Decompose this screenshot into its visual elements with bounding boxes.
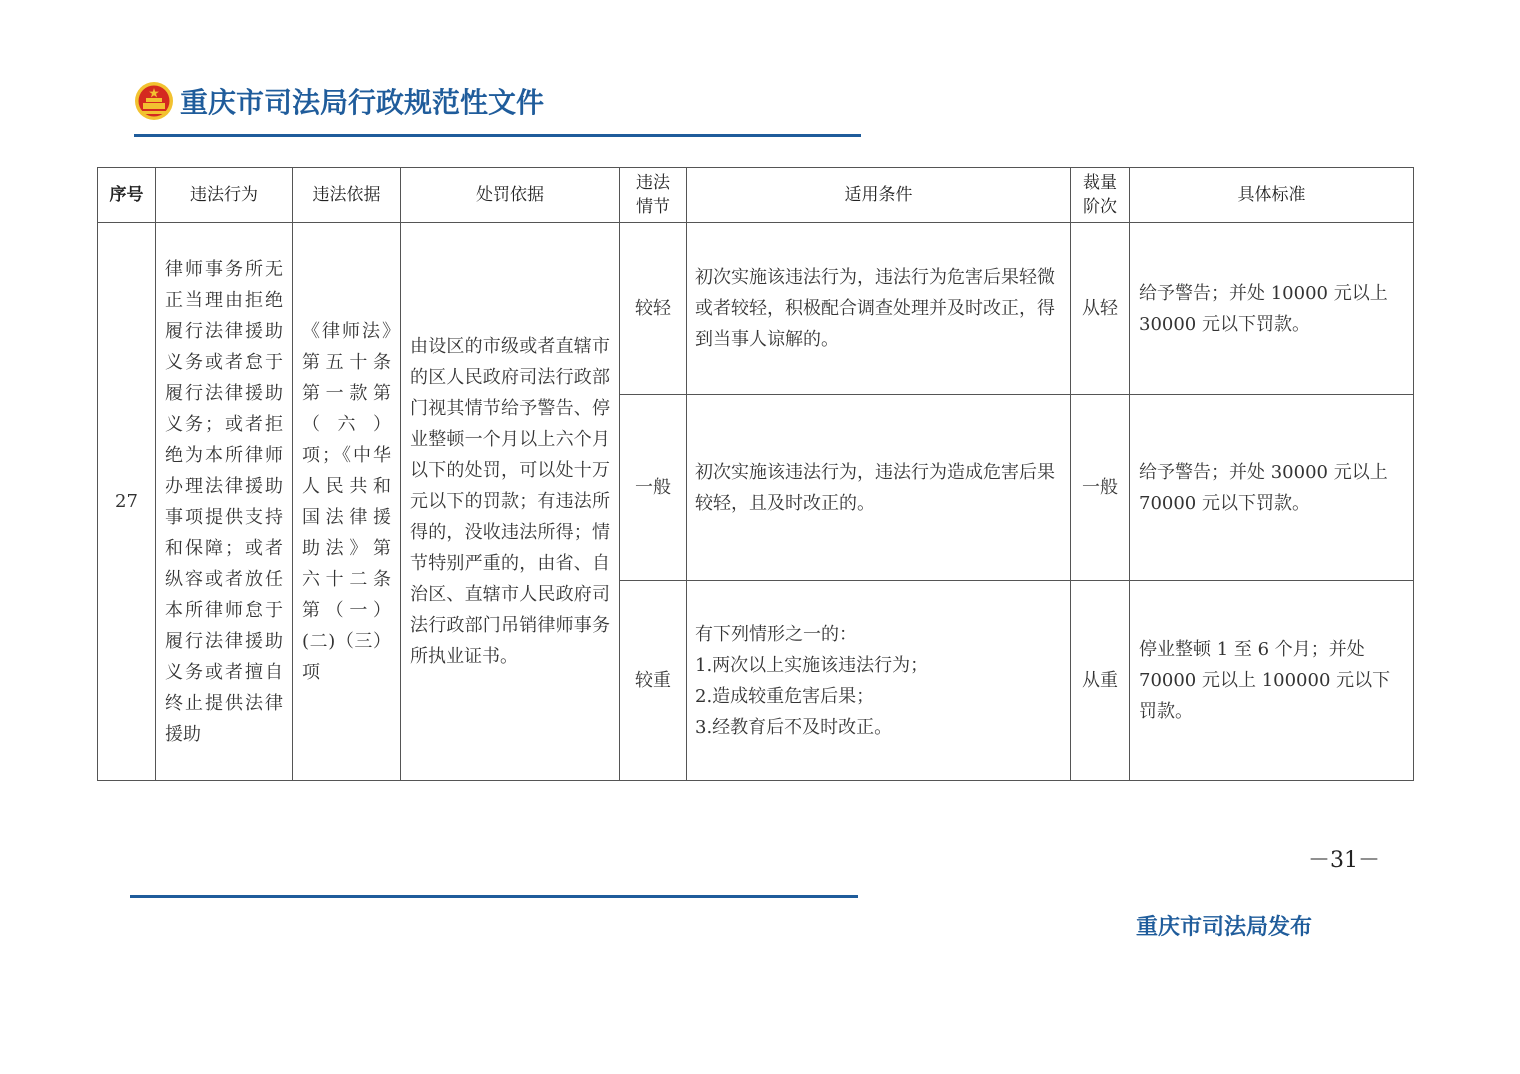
header-divider — [134, 134, 861, 137]
penalty-basis-cell: 由设区的市级或者直辖市的区人民政府司法行政部门视其情节给予警告、停业整顿一个月以上六个月以下的处罚，可以处十万元以下的罚款；有违法所得的，没收违法所得；情节特别严重的，由省、自治区、直辖市人民政府司法行政部门吊销律师事务所执业证书。 — [401, 223, 620, 781]
tier-light: 从轻 — [1071, 223, 1130, 395]
condition-item: 2.造成较重危害后果； — [695, 685, 875, 707]
header-penalty-basis: 处罚依据 — [401, 168, 620, 223]
table-header-row — [98, 168, 1414, 223]
condition-general: 初次实施该违法行为，违法行为造成危害后果较轻，且及时改正的。 — [687, 395, 1071, 581]
header-severity: 违法 情节 — [620, 168, 687, 223]
footer-divider — [130, 895, 858, 898]
document-title: 重庆市司法局行政规范性文件 — [180, 86, 545, 119]
violation-cell: 律师事务所无正当理由拒绝履行法律援助义务或者怠于履行法律援助义务；或者拒绝为本所律师办理法律援助事项提供支持和保障；或者纵容或者放任本所律师怠于履行法律援助义务或者擅自终止提供法律援助 — [156, 223, 293, 781]
header-tier: 裁量 阶次 — [1071, 168, 1130, 223]
document-header — [134, 78, 544, 124]
tier-heavy: 从重 — [1071, 581, 1130, 781]
severity-general: 一般 — [620, 395, 687, 581]
tier-general: 一般 — [1071, 395, 1130, 581]
row-number: 27 — [98, 223, 156, 781]
table-row — [98, 223, 1414, 395]
condition-list — [695, 619, 1062, 743]
header-number: 序号 — [98, 168, 156, 223]
condition-intro: 有下列情形之一的： — [695, 623, 857, 645]
standard-general: 给予警告；并处 30000 元以上 70000 元以下罚款。 — [1130, 395, 1414, 581]
page-number: －31－ — [1308, 848, 1380, 873]
header-legal-basis: 违法依据 — [293, 168, 401, 223]
publisher-label: 重庆市司法局发布 — [1136, 915, 1313, 940]
national-emblem-icon — [134, 81, 174, 121]
condition-light: 初次实施该违法行为，违法行为危害后果轻微或者较轻，积极配合调查处理并及时改正，得到当事人谅解的。 — [687, 223, 1071, 395]
penalty-standard-table — [97, 167, 1414, 781]
condition-item: 3.经教育后不及时改正。 — [695, 716, 893, 738]
condition-item: 1.两次以上实施该违法行为； — [695, 654, 929, 676]
severity-light: 较轻 — [620, 223, 687, 395]
legal-basis-cell: 《律师法》第五十条第一款第（六）项；《中华人民共和国法律援助法》第六十二条第（一）(二)（三）项 — [293, 223, 401, 781]
standard-heavy: 停业整顿 1 至 6 个月；并处 70000 元以上 100000 元以下罚款。 — [1130, 581, 1414, 781]
header-violation: 违法行为 — [156, 168, 293, 223]
standard-light: 给予警告；并处 10000 元以上 30000 元以下罚款。 — [1130, 223, 1414, 395]
header-standard: 具体标准 — [1130, 168, 1414, 223]
condition-heavy — [687, 581, 1071, 781]
header-condition: 适用条件 — [687, 168, 1071, 223]
severity-heavy: 较重 — [620, 581, 687, 781]
